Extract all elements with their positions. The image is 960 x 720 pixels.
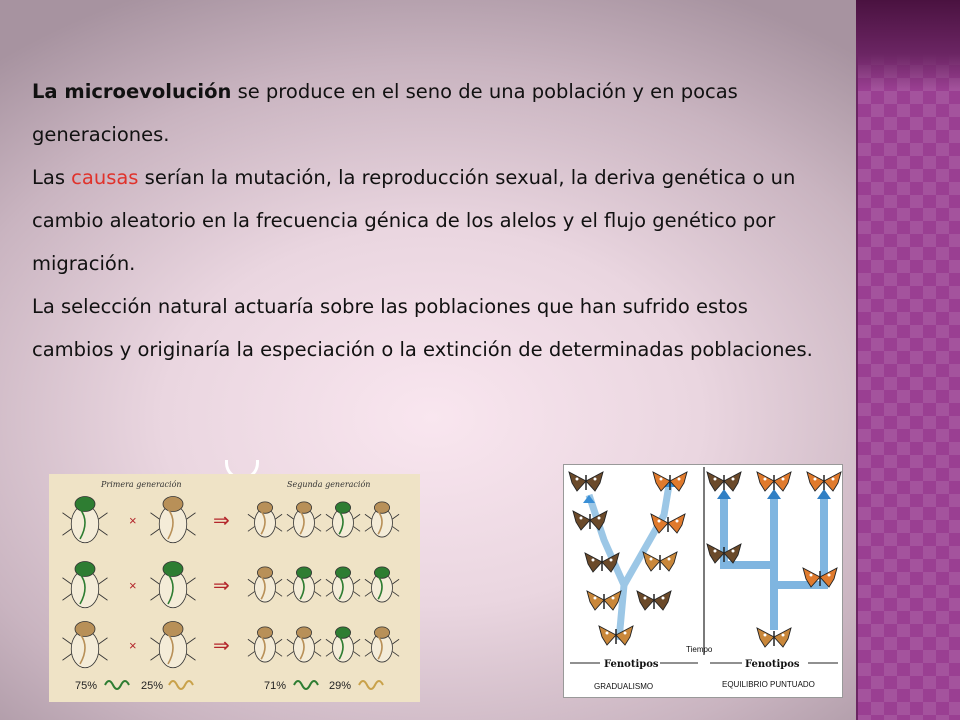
butterfly-icon xyxy=(569,472,603,491)
paragraph-natural-selection: La selección natural actuaría sobre las poblaciones que han sufrido estos cambios y originaría la especiación o la extinción de determinadas poblaciones. xyxy=(32,295,813,361)
butterfly-evolution-figure xyxy=(563,464,843,698)
butterfly-icon xyxy=(707,472,741,491)
gradual-branch-right xyxy=(624,485,669,585)
decorative-side-band-top xyxy=(856,0,960,90)
second-generation-label: Segunda generación xyxy=(287,480,371,489)
beetle-icon xyxy=(248,567,282,602)
first-tan-percent: 25% xyxy=(141,680,164,692)
beetle-icon xyxy=(248,627,282,662)
beetle-icon xyxy=(287,502,321,537)
beetle-icon xyxy=(151,497,196,543)
beetle-icon xyxy=(63,562,108,608)
tan-dna-icon xyxy=(169,681,193,689)
arrow-right-icon: ⇒ xyxy=(213,508,230,532)
arrow-right-icon: ⇒ xyxy=(213,573,230,597)
cross-icon: × xyxy=(129,513,137,528)
beetle-icon xyxy=(326,567,360,602)
beetle-icon xyxy=(151,562,196,608)
arrow-up-icon xyxy=(817,489,831,499)
punctuated-equilibrium-label: EQUILIBRIO PUNTUADO xyxy=(722,680,815,689)
arrow-right-icon: ⇒ xyxy=(213,633,230,657)
slide-text xyxy=(32,70,832,371)
phenotypes-left-label: Fenotipos xyxy=(604,659,659,670)
punctuated-branch-right xyxy=(774,495,824,585)
beetle-icon xyxy=(365,627,399,662)
cross-icon: × xyxy=(129,638,137,653)
decorative-side-band xyxy=(856,0,960,720)
first-green-percent: 75% xyxy=(75,680,98,692)
green-dna-icon xyxy=(105,681,129,689)
paragraph-1-text: se produce en el seno de una población y en pocas generaciones. xyxy=(32,80,738,146)
butterfly-icon xyxy=(807,472,841,491)
butterfly-icon xyxy=(643,552,677,571)
term-microevolution: La microevolución xyxy=(32,80,232,103)
first-generation-label: Primera generación xyxy=(101,480,182,489)
butterfly-icon xyxy=(757,628,791,647)
beetle-icon xyxy=(326,627,360,662)
paragraph-2-start: Las xyxy=(32,166,72,189)
butterfly-icon xyxy=(757,472,791,491)
beetle-icon xyxy=(287,627,321,662)
butterfly-figure-svg xyxy=(564,465,843,698)
time-label: Tiempo xyxy=(686,645,713,654)
beetle-icon xyxy=(365,567,399,602)
green-dna-icon xyxy=(294,681,318,689)
butterfly-icon xyxy=(587,591,621,610)
beetle-icon xyxy=(63,497,108,543)
second-tan-percent: 29% xyxy=(329,680,352,692)
cross-icon: × xyxy=(129,578,137,593)
gradualism-label: GRADUALISMO xyxy=(594,682,654,691)
beetle-icon xyxy=(151,622,196,668)
beetle-icon xyxy=(365,502,399,537)
arrow-up-icon xyxy=(717,489,731,499)
term-causes: causas xyxy=(71,166,139,189)
butterfly-icon xyxy=(599,626,633,645)
second-green-percent: 71% xyxy=(264,680,287,692)
paragraph-causes xyxy=(32,156,832,285)
beetle-icon xyxy=(287,567,321,602)
paragraph-microevolution xyxy=(32,70,832,156)
tan-dna-icon xyxy=(359,681,383,689)
butterfly-icon xyxy=(637,591,671,610)
beetle-icon xyxy=(248,502,282,537)
beetle-icon xyxy=(63,622,108,668)
beetle-icon xyxy=(326,502,360,537)
butterfly-group xyxy=(569,472,841,647)
phenotypes-right-label: Fenotipos xyxy=(745,659,800,670)
beetle-generations-figure xyxy=(49,474,420,702)
paragraph-2-text: serían la mutación, la reproducción sexual, la deriva genética o un cambio aleatorio en la frecuencia génica de los alelos y el flujo genético por migración. xyxy=(32,166,796,275)
arrow-up-icon xyxy=(767,489,781,499)
beetle-figure-svg xyxy=(49,474,420,702)
beetle-rows xyxy=(63,497,400,668)
butterfly-icon xyxy=(653,472,687,491)
